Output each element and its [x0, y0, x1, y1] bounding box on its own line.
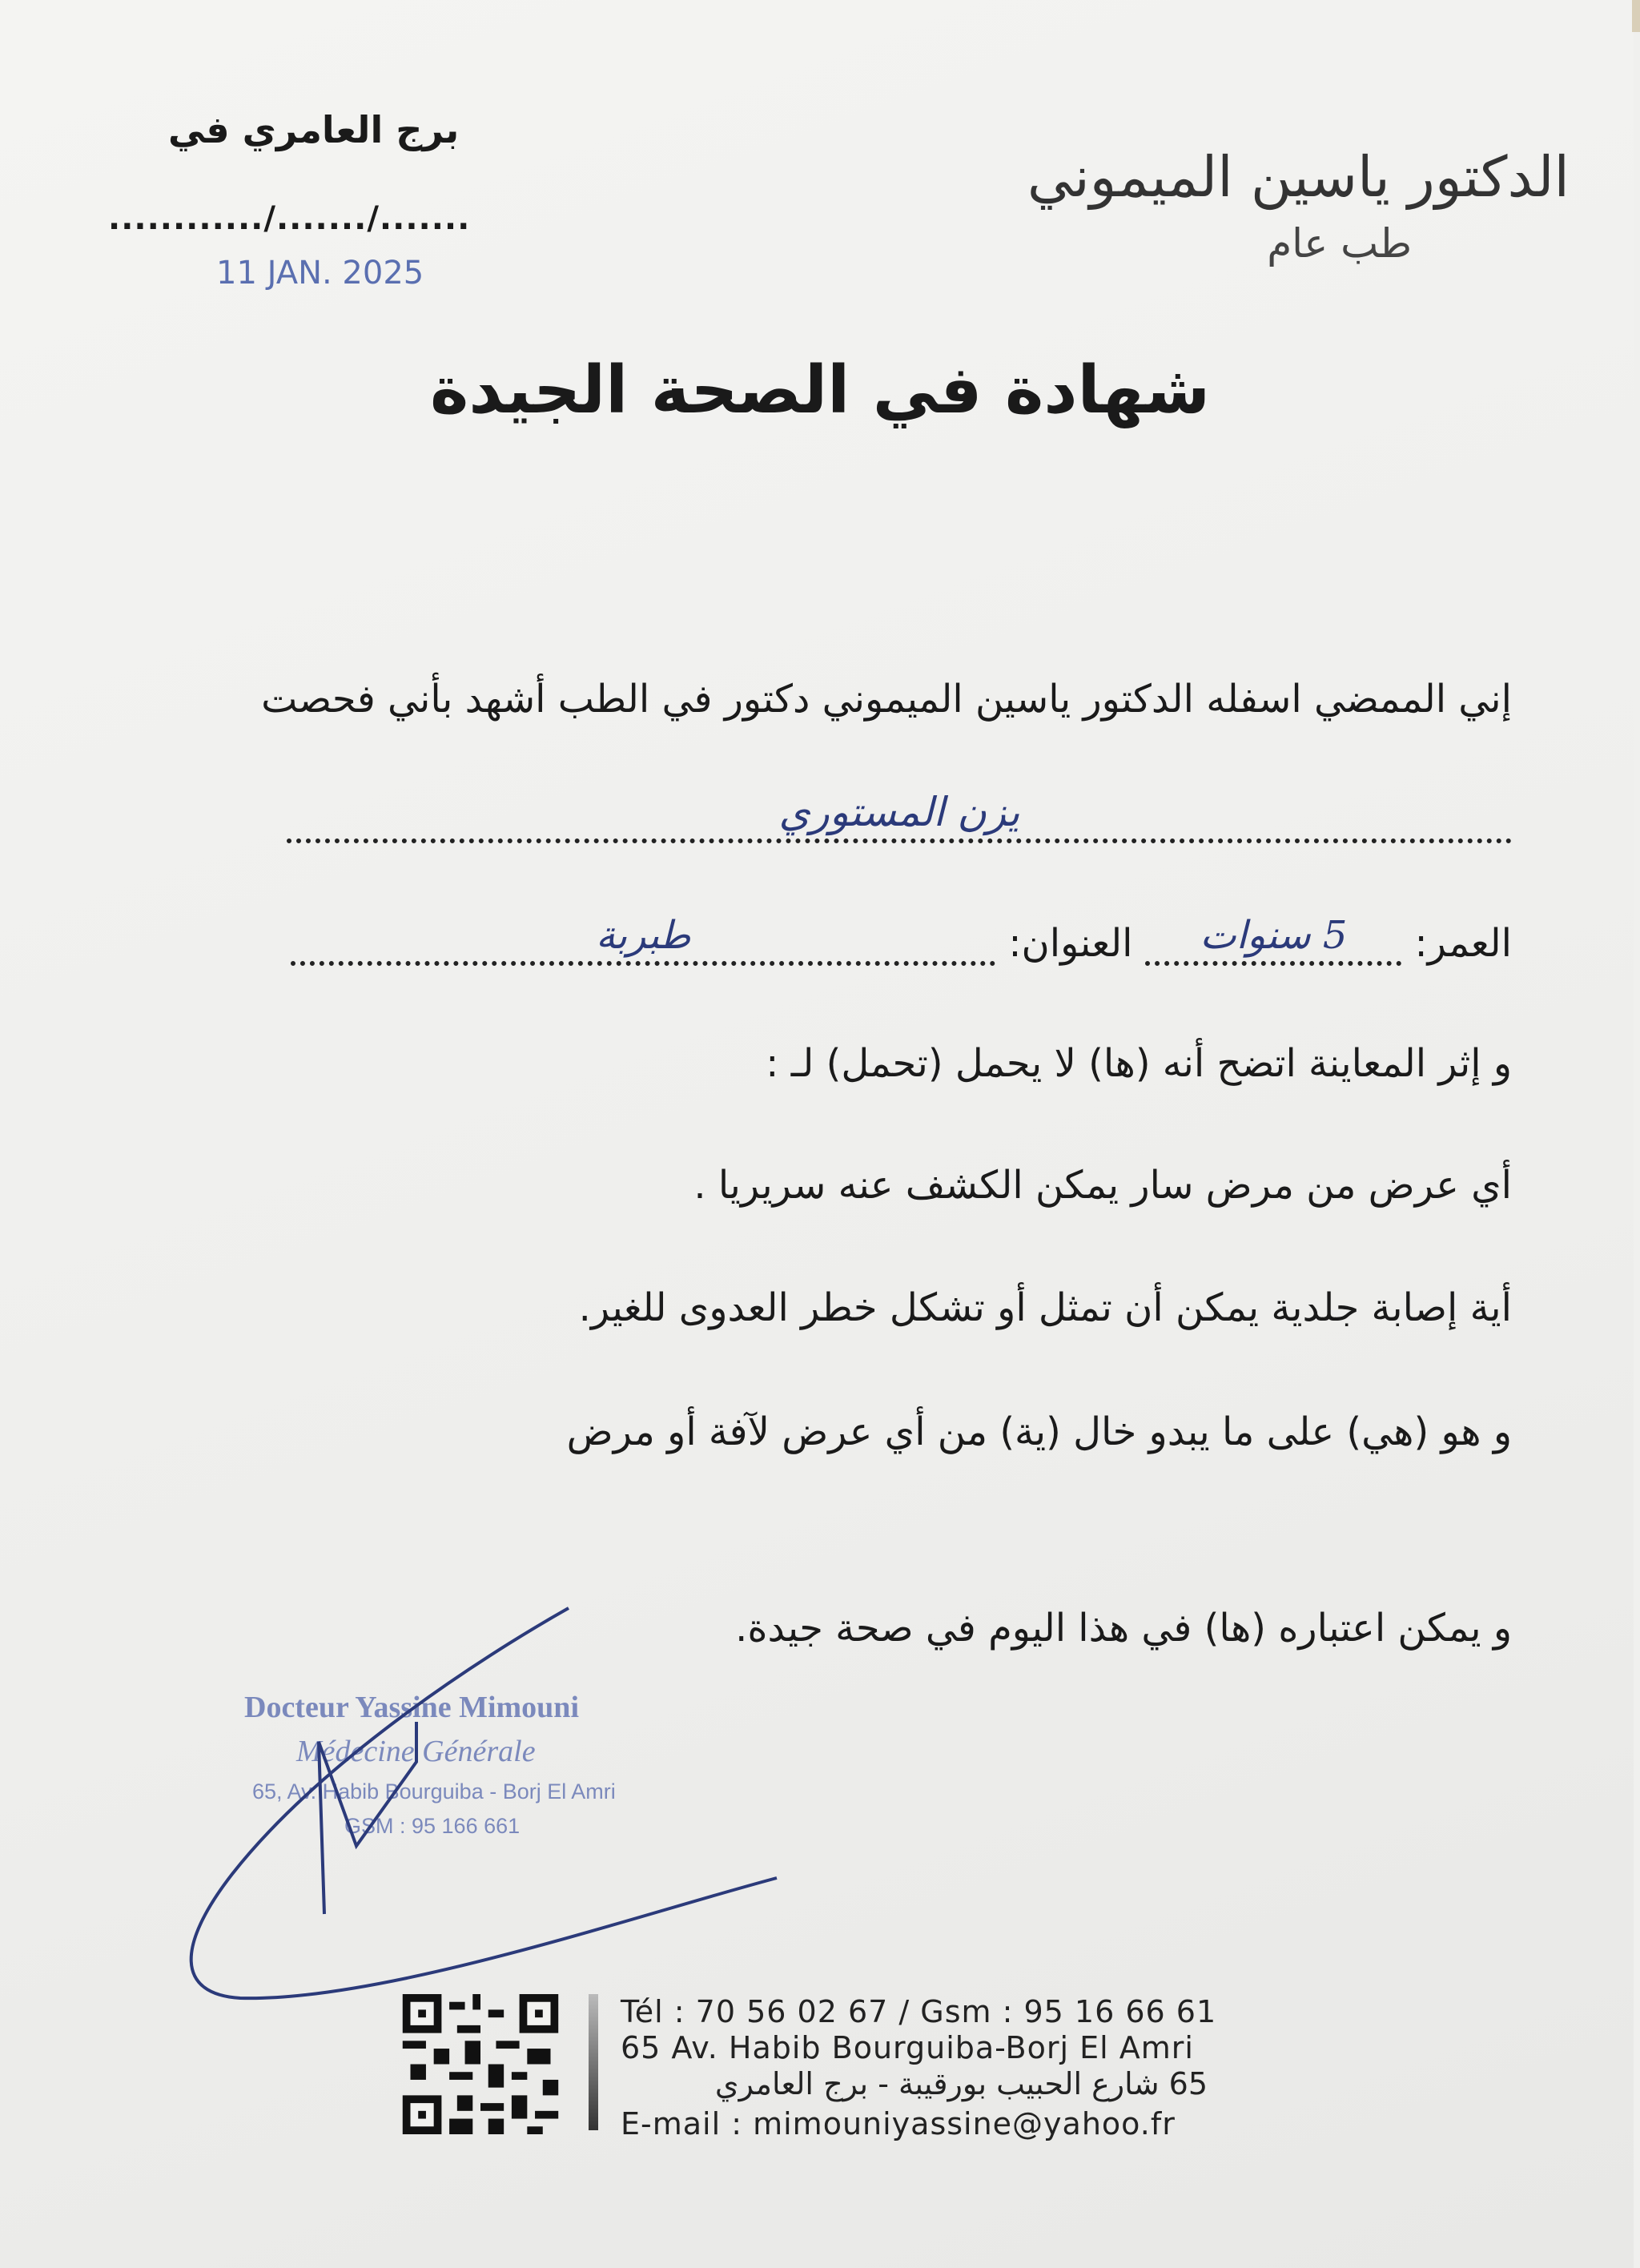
footer-address-fr: 65 Av. Habib Bourguiba-Borj El Amri [621, 2030, 1194, 2065]
age-value: 5 سنوات [1145, 913, 1401, 966]
body-line-8: و يمكن اعتباره (ها) في هذا اليوم في صحة جيدة. [735, 1606, 1512, 1651]
stamp-name: Docteur Yassine Mimouni [244, 1691, 579, 1724]
qr-code [400, 1994, 561, 2134]
footer-phones: Tél : 70 56 02 67 / Gsm : 95 16 66 61 [621, 1994, 1217, 2029]
footer-divider [589, 1994, 598, 2130]
stamp-gsm: GSM : 95 166 661 [344, 1814, 521, 1838]
body-line-5: أي عرض من مرض سار يمكن الكشف عنه سريريا . [693, 1163, 1512, 1208]
body-line-1: إني الممضي اسفله الدكتور ياسين الميموني دكتور في الطب أشهد بأني فحصت [261, 677, 1512, 722]
doctor-name: الدكتور ياسين الميموني [1027, 144, 1570, 210]
certificate-title: شهادة في الصحة الجيدة [429, 352, 1211, 428]
doctor-specialty: طب عام [1267, 220, 1412, 267]
body-line-4: و إثر المعاينة اتضح أنه (ها) لا يحمل (تحمل) لـ : [766, 1041, 1512, 1086]
body-line-7: و هو (هي) على ما يبدو خال (ية) من أي عرض لآفة أو مرض [566, 1409, 1512, 1454]
address-label: العنوان: [1008, 921, 1133, 966]
date-placeholder: ............/......./....... [108, 200, 471, 237]
body-line-6: أية إصابة جلدية يمكن أن تمثل أو تشكل خطر العدوى للغير. [578, 1285, 1512, 1330]
footer-address-ar: 65 شارع الحبيب بورقيبة - برج العامري [714, 2066, 1208, 2101]
city-label: برج العامري في [168, 108, 460, 151]
stamp-address: 65, Av. Habib Bourguiba - Borj El Amri [252, 1779, 616, 1804]
signature-stroke [191, 1608, 777, 1998]
age-label: العمر: [1414, 921, 1512, 966]
patient-name: يزن المستوري [287, 789, 1512, 843]
footer-email: E-mail : mimouniyassine@yahoo.fr [621, 2106, 1176, 2141]
stamp-date: 11 JAN. 2025 [216, 255, 424, 292]
signature-initial [319, 1722, 416, 1914]
stamp-specialty: Médecine Générale [296, 1735, 536, 1768]
address-value: طبربة [291, 913, 995, 966]
